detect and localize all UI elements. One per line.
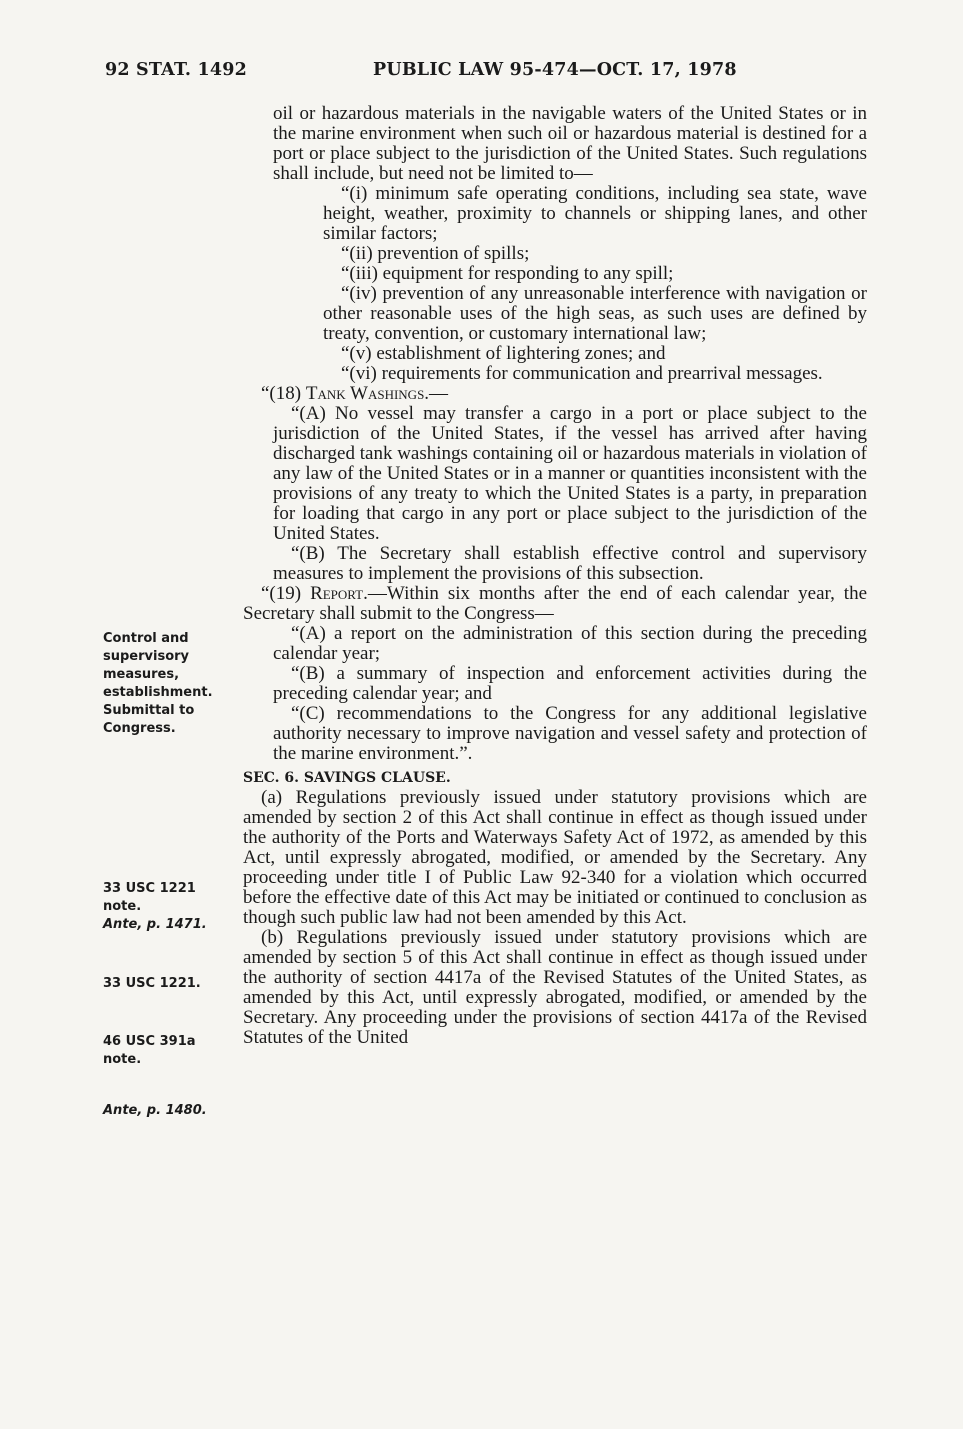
clause-ii: “(ii) prevention of spills; bbox=[341, 243, 530, 264]
margin-note-ante-1480: Ante, p. 1480. bbox=[103, 1103, 207, 1118]
margin-note-usc-391a: 46 USC 391a note. bbox=[103, 1034, 196, 1067]
subsection-19-b: “(B) a summary of inspection and enforcement activities during the preceding calendar year; and bbox=[273, 663, 867, 704]
stat-page-number: 92 STAT. 1492 bbox=[105, 60, 248, 80]
subsection-19-c: “(C) recommendations to the Congress for any additional legislative authority necessary to improve navigation and vessel safety and protection of the marine environment.”. bbox=[273, 703, 867, 764]
subsection-18-a: “(A) No vessel may transfer a cargo in a port or place subject to the jurisdiction of the United States, if the vessel has arrived after having discharged tank washings containing oil or hazardous materials in violation of any law of the United States or in a manner or quantities inconsistent with the provisions of any treaty to which the United States is a party, in preparation for loading that cargo in any port or place subject to the jurisdiction of the United States. bbox=[273, 403, 867, 544]
margin-note-control-measures: Control and supervisory measures, establishment. Submittal to Congress. bbox=[103, 631, 213, 736]
section-6-a: (a) Regulations previously issued under statutory provisions which are amended by section 2 of this Act shall continue in effect as though issued under the authority of the Ports and Waterways Safety Act of 1972, as amended by this Act, until expressly abrogated, modified, or amended by the Secretary. Any proceeding under title I of Public Law 92-340 for a violation which occurred before the effective date of this Act may be initiated or continued to conclusion as though such public law had not been amended by this Act. bbox=[243, 787, 867, 928]
clause-vi: “(vi) requirements for communication and prearrival messages. bbox=[341, 363, 823, 384]
margin-note-usc-1221: 33 USC 1221. bbox=[103, 976, 201, 991]
subsection-18-heading: “(18) Tank Washings.— bbox=[261, 383, 449, 404]
subsection-19: “(19) Report.—Within six months after the end of each calendar year, the Secretary shall submit to the Congress— bbox=[243, 583, 868, 624]
clause-i: “(i) minimum safe operating conditions, including sea state, wave height, weather, proximity to channels or shipping lanes, and other similar factors; bbox=[323, 183, 867, 244]
section-6-heading: SEC. 6. SAVINGS CLAUSE. bbox=[243, 770, 451, 786]
public-law-title: PUBLIC LAW 95-474—OCT. 17, 1978 bbox=[373, 60, 737, 80]
statute-body bbox=[243, 104, 867, 1048]
subsection-19-a: “(A) a report on the administration of this section during the preceding calendar year; bbox=[273, 623, 867, 664]
paragraph-continuation: oil or hazardous materials in the navigable waters of the United States or in the marine environment when such oil or hazardous material is destined for a port or place subject to the jurisdiction of the United States. Such regulations shall include, but need not be limited to— bbox=[273, 103, 867, 184]
page-header bbox=[105, 60, 865, 86]
clause-v: “(v) establishment of lightering zones; and bbox=[341, 343, 666, 364]
section-6-b: (b) Regulations previously issued under statutory provisions which are amended by section 5 of this Act shall continue in effect as though issued under the authority of section 4417a of the Revised Statutes of the United States, as amended by this Act, until expressly abrogated, modified, or amended by the Secretary. Any proceeding under the provisions of section 4417a of the Revised Statutes of the United bbox=[243, 927, 867, 1048]
clause-iii: “(iii) equipment for responding to any spill; bbox=[341, 263, 674, 284]
clause-iv: “(iv) prevention of any unreasonable interference with navigation or other reasonable uses of the high seas, as such uses are defined by treaty, convention, or customary international law; bbox=[323, 283, 867, 344]
subsection-18-b: “(B) The Secretary shall establish effective control and supervisory measures to implement the provisions of this subsection. bbox=[273, 543, 867, 584]
margin-note-usc-1221-note: 33 USC 1221 note. Ante, p. 1471. bbox=[103, 881, 207, 932]
